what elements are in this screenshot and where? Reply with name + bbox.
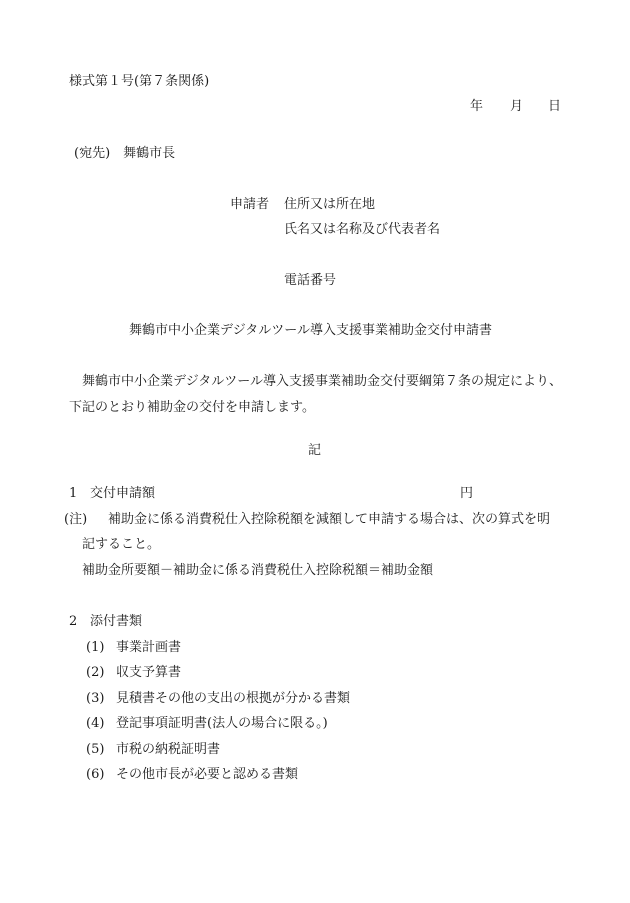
applicant-name-label: 氏名又は名称及び代表者名 (284, 222, 441, 237)
attachment-item-number: (5) (86, 742, 105, 757)
attachment-item-number: (3) (86, 691, 105, 706)
date-day: 日 (548, 99, 562, 114)
note-line-2: 記すること。 (82, 537, 161, 552)
attachment-item-number: (6) (86, 767, 105, 782)
attachment-item-text: 見積書その他の支出の根拠が分かる書類 (116, 691, 351, 706)
section-1-unit: 円 (460, 486, 474, 501)
attachment-item-3 (86, 691, 350, 707)
document-title: 舞鶴市中小企業デジタルツール導入支援事業補助金交付申請書 (129, 323, 492, 338)
date-month: 月 (510, 99, 524, 114)
applicant-label: 申請者 (230, 197, 270, 212)
attachment-item-number: (4) (86, 716, 105, 731)
body-text-line-2: 下記のとおり補助金の交付を申請します。 (69, 400, 315, 415)
attachment-item-text: 市税の納税証明書 (116, 742, 221, 757)
attachment-item-number: (1) (86, 640, 105, 655)
note-formula: 補助金所要額－補助金に係る消費税仕入控除税額＝補助金額 (82, 563, 434, 578)
ki-heading: 記 (308, 443, 322, 458)
date-year: 年 (470, 99, 484, 114)
attachment-item-text: 事業計画書 (116, 640, 182, 655)
note-mark: (注) (64, 512, 88, 527)
section-2-label: 添付書類 (90, 614, 143, 629)
note-line-1: 補助金に係る消費税仕入控除税額を減額して申請する場合は、次の算式を明 (108, 512, 551, 527)
addressee: (宛先) 舞鶴市長 (74, 146, 176, 161)
attachment-item-1 (86, 640, 181, 656)
applicant-phone-label: 電話番号 (284, 273, 337, 288)
attachment-item-4 (86, 716, 328, 732)
attachment-item-text: 登記事項証明書(法人の場合に限る。) (116, 716, 328, 731)
attachment-item-6 (86, 767, 298, 783)
section-1-label: 交付申請額 (90, 486, 156, 501)
attachment-item-2 (86, 665, 181, 681)
body-text-line-1: 舞鶴市中小企業デジタルツール導入支援事業補助金交付要綱第７条の規定により、 (82, 374, 562, 389)
attachment-item-number: (2) (86, 665, 105, 680)
section-1-number: 1 (69, 486, 78, 501)
attachment-item-text: 収支予算書 (116, 665, 182, 680)
applicant-address-label: 住所又は所在地 (284, 197, 376, 212)
form-number: 様式第１号(第７条関係) (69, 74, 210, 89)
attachment-item-5 (86, 742, 220, 758)
section-2-number: 2 (69, 614, 78, 629)
attachment-item-text: その他市長が必要と認める書類 (116, 767, 299, 782)
